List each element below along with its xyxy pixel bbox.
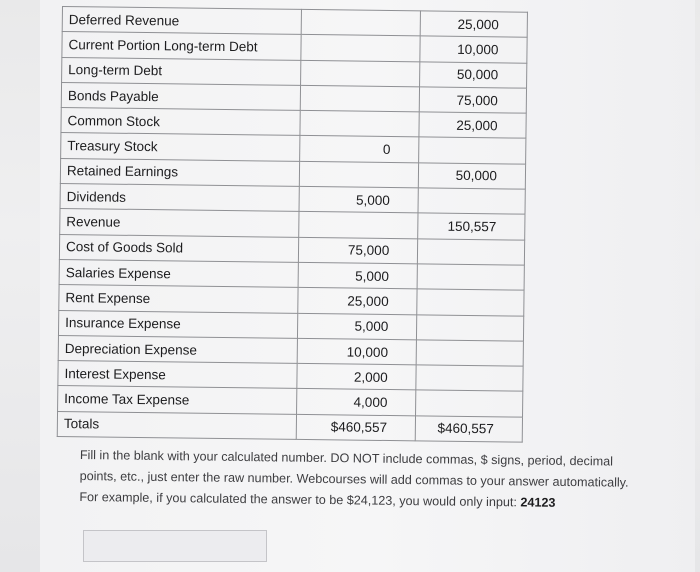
credit-amount [416, 340, 523, 367]
debit-amount: 5,000 [298, 262, 418, 289]
account-name: Treasury Stock [61, 133, 300, 161]
instruction-example-text: For example, if you calculated the answer to be $24,123, you would only input: [79, 489, 521, 510]
account-name: Income Tax Expense [58, 386, 297, 414]
total-credits: $460,557 [415, 416, 522, 443]
account-name: Rent Expense [59, 285, 298, 313]
credit-amount: 75,000 [419, 87, 526, 114]
account-name: Retained Earnings [60, 158, 299, 186]
debit-amount [301, 35, 421, 62]
debit-amount: 25,000 [298, 288, 418, 315]
debit-amount [299, 212, 419, 239]
instruction-line: points, etc., just enter the raw number. Webcourses will add commas to your answer automatically. [79, 468, 629, 490]
credit-amount [416, 390, 523, 417]
credit-amount [419, 137, 526, 164]
account-name: Current Portion Long-term Debt [62, 32, 301, 60]
account-name: Bonds Payable [61, 82, 300, 110]
credit-amount [417, 264, 524, 291]
account-name: Dividends [60, 184, 299, 212]
credit-amount: 50,000 [420, 61, 527, 88]
credit-amount: 150,557 [418, 213, 525, 240]
debit-amount: 10,000 [297, 338, 417, 365]
instruction-line: Fill in the blank with your calculated number. DO NOT include commas, $ signs, period, decimal [79, 447, 614, 469]
trial-balance-table [57, 6, 528, 443]
debit-amount: 5,000 [297, 313, 417, 340]
debit-amount: 4,000 [296, 389, 416, 416]
credit-amount: 25,000 [420, 11, 527, 38]
account-name: Interest Expense [58, 361, 297, 389]
account-name: Insurance Expense [58, 310, 297, 338]
debit-amount [300, 85, 420, 112]
account-name: Revenue [60, 209, 299, 237]
credit-amount [416, 365, 523, 392]
debit-amount [300, 111, 420, 138]
account-name: Depreciation Expense [58, 335, 297, 363]
instruction-example-value: 24123 [520, 495, 556, 510]
debit-amount: 75,000 [298, 237, 418, 264]
debit-amount: 0 [300, 136, 420, 163]
credit-amount [417, 314, 524, 341]
totals-row [57, 411, 522, 442]
credit-amount [418, 239, 525, 266]
account-name: Common Stock [61, 108, 300, 136]
debit-amount [299, 161, 419, 188]
totals-label: Totals [57, 411, 296, 439]
credit-amount [417, 289, 524, 316]
account-name: Salaries Expense [59, 259, 298, 287]
credit-amount [418, 188, 525, 215]
account-name: Deferred Revenue [62, 7, 301, 35]
credit-amount: 50,000 [419, 163, 526, 190]
instructions [79, 445, 650, 515]
credit-amount: 25,000 [419, 112, 526, 139]
account-name: Long-term Debt [62, 57, 301, 85]
total-debits: $460,557 [296, 414, 416, 441]
debit-amount [301, 9, 421, 36]
debit-amount: 2,000 [297, 364, 417, 391]
answer-input[interactable] [83, 530, 267, 562]
credit-amount: 10,000 [420, 36, 527, 63]
debit-amount [300, 60, 420, 87]
trial-balance-body [57, 7, 527, 443]
debit-amount: 5,000 [299, 186, 419, 213]
account-name: Cost of Goods Sold [59, 234, 298, 262]
